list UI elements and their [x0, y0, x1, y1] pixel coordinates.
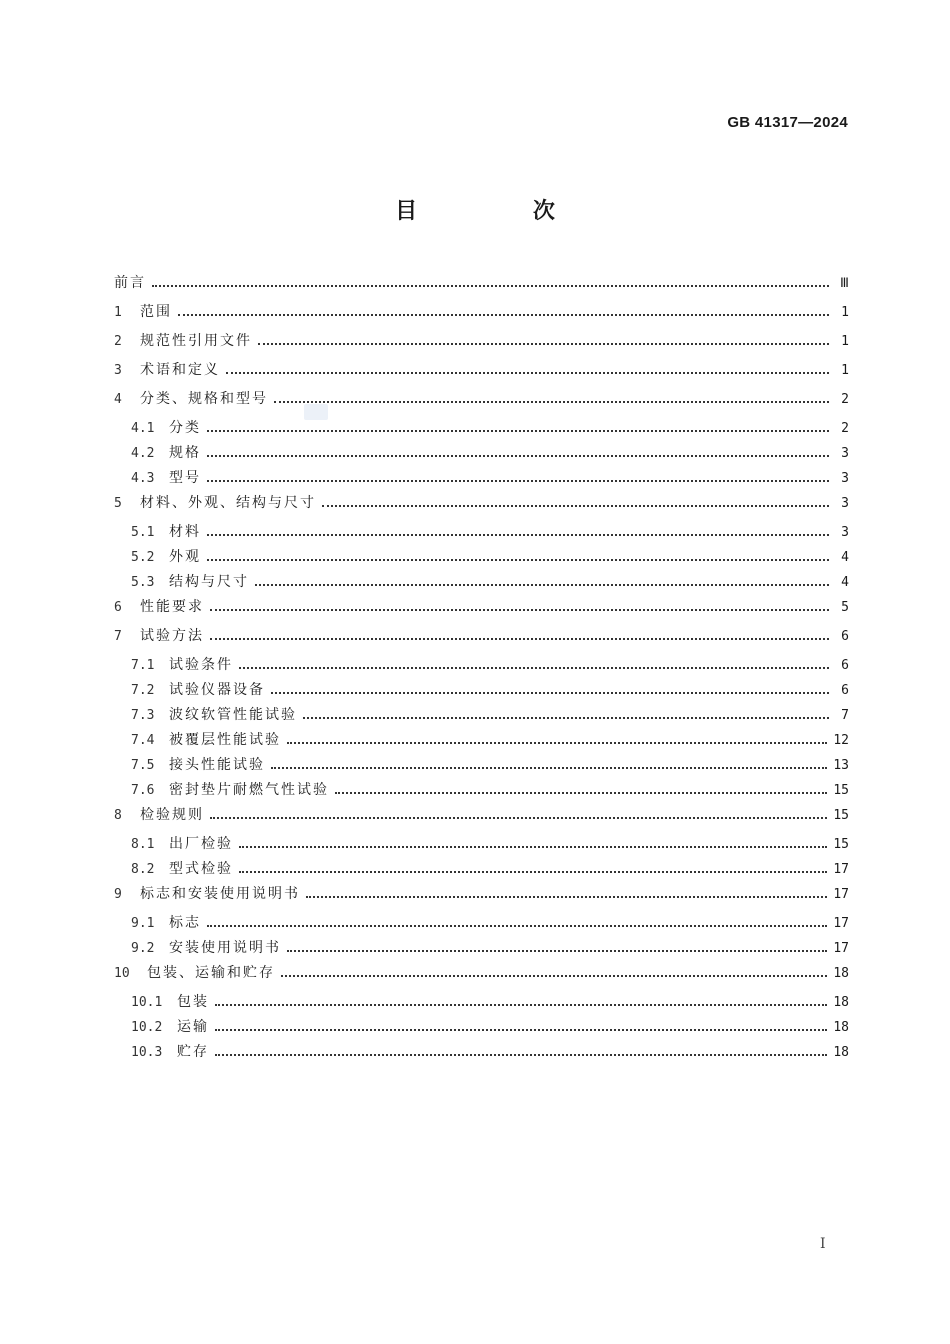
toc-entry-number: 1 [114, 305, 122, 320]
page-number: I [820, 1236, 826, 1252]
toc-entry-title: 规格 [169, 445, 201, 461]
toc-entry-number: 8.2 [131, 862, 155, 877]
toc-entry-page: 6 [841, 658, 849, 673]
toc-entry[interactable] [114, 963, 849, 992]
toc-entry[interactable] [114, 493, 849, 522]
dot-leader [215, 1054, 827, 1056]
toc-entry[interactable] [114, 468, 849, 493]
toc-entry-title: 包装 [177, 994, 209, 1010]
toc-entry-number: 7.1 [131, 658, 155, 673]
toc-entry-page: 17 [833, 887, 849, 902]
toc-entry-title: 运输 [177, 1019, 209, 1035]
toc-entry-number: 8 [114, 808, 122, 823]
toc-entry[interactable] [114, 992, 849, 1017]
toc-entry-number: 4 [114, 392, 122, 407]
toc-entry-number: 3 [114, 363, 122, 378]
toc-entry-page: 18 [833, 1020, 849, 1035]
toc-entry-page: 6 [841, 683, 849, 698]
dot-leader [207, 430, 829, 432]
toc-entry-title: 标志 [169, 915, 201, 931]
toc-entry-number: 10.2 [131, 1020, 163, 1035]
dot-leader [271, 692, 829, 694]
toc-entry-page: 17 [833, 916, 849, 931]
toc-entry-page: 18 [833, 995, 849, 1010]
toc-entry-page: 15 [833, 808, 849, 823]
dot-leader [239, 667, 829, 669]
toc-entry-number: 7.6 [131, 783, 155, 798]
toc-entry-title: 材料 [169, 524, 201, 540]
dot-leader [207, 534, 829, 536]
toc-entry-number: 5 [114, 496, 122, 511]
toc-entry-title: 出厂检验 [169, 836, 233, 852]
toc-entry[interactable] [114, 680, 849, 705]
toc-entry-title: 材料、外观、结构与尺寸 [140, 495, 316, 511]
toc-entry[interactable] [114, 730, 849, 755]
toc-entry-title: 试验条件 [169, 657, 233, 673]
toc-entry[interactable] [114, 418, 849, 443]
dot-leader [281, 975, 827, 977]
toc-entry-title: 被覆层性能试验 [169, 732, 281, 748]
dot-leader [207, 559, 829, 561]
toc-entry-title: 波纹软管性能试验 [169, 707, 297, 723]
dot-leader [255, 584, 829, 586]
toc-entry-title: 结构与尺寸 [169, 574, 249, 590]
toc-entry-number: 7.4 [131, 733, 155, 748]
toc-entry-page: 17 [833, 862, 849, 877]
toc-entry-title: 型号 [169, 470, 201, 486]
dot-leader [226, 372, 829, 374]
toc-entry-number: 7.5 [131, 758, 155, 773]
toc-entry-title: 试验仪器设备 [169, 682, 265, 698]
toc-entry-title: 规范性引用文件 [140, 333, 252, 349]
toc-entry[interactable] [114, 780, 849, 805]
toc-entry-title: 试验方法 [140, 628, 204, 644]
toc-entry-page: 6 [841, 629, 849, 644]
table-of-contents [114, 273, 849, 1067]
toc-entry-number: 5.3 [131, 575, 155, 590]
toc-entry-number: 4.2 [131, 446, 155, 461]
toc-entry-number: 7 [114, 629, 122, 644]
dot-leader [322, 505, 829, 507]
toc-entry[interactable] [114, 805, 849, 834]
toc-entry-title: 安装使用说明书 [169, 940, 281, 956]
toc-entry[interactable] [114, 331, 849, 360]
toc-entry-number: 9 [114, 887, 122, 902]
toc-entry[interactable] [114, 705, 849, 730]
toc-entry-page: 18 [833, 966, 849, 981]
toc-entry[interactable] [114, 389, 849, 418]
dot-leader [210, 638, 829, 640]
toc-entry[interactable] [114, 834, 849, 859]
dot-leader [210, 817, 827, 819]
toc-entry[interactable] [114, 755, 849, 780]
toc-entry-title: 密封垫片耐燃气性试验 [169, 782, 329, 798]
toc-entry-page: 2 [841, 421, 849, 436]
toc-entry-title: 前言 [114, 275, 146, 291]
toc-entry-title: 范围 [140, 304, 172, 320]
toc-entry-number: 2 [114, 334, 122, 349]
toc-entry-page: 17 [833, 941, 849, 956]
toc-entry[interactable] [114, 302, 849, 331]
toc-entry-number: 6 [114, 600, 122, 615]
dot-leader [207, 480, 829, 482]
toc-entry-page: 3 [841, 471, 849, 486]
dot-leader [152, 285, 829, 287]
standard-number: GB 41317—2024 [727, 114, 848, 131]
toc-entry-number: 10.1 [131, 995, 163, 1010]
toc-entry[interactable] [114, 655, 849, 680]
dot-leader [207, 925, 827, 927]
dot-leader [239, 846, 827, 848]
toc-entry-title: 分类 [169, 420, 201, 436]
toc-entry-page: 1 [841, 305, 849, 320]
dot-leader [271, 767, 827, 769]
toc-entry-page: 1 [841, 363, 849, 378]
toc-entry-page: 12 [833, 733, 849, 748]
toc-entry-title: 外观 [169, 549, 201, 565]
toc-entry-title: 标志和安装使用说明书 [140, 886, 300, 902]
dot-leader [258, 343, 829, 345]
toc-entry-page: 3 [841, 525, 849, 540]
toc-entry[interactable] [114, 1017, 849, 1042]
toc-entry[interactable] [114, 884, 849, 913]
toc-entry[interactable] [114, 443, 849, 468]
toc-entry-title: 型式检验 [169, 861, 233, 877]
toc-entry-page: 3 [841, 446, 849, 461]
dot-leader [303, 717, 829, 719]
toc-entry[interactable] [114, 273, 849, 302]
toc-entry[interactable] [114, 522, 849, 547]
toc-entry[interactable] [114, 1042, 849, 1067]
toc-entry-number: 9.1 [131, 916, 155, 931]
toc-entry-title: 性能要求 [140, 599, 204, 615]
toc-entry-page: 4 [841, 575, 849, 590]
dot-leader [287, 742, 827, 744]
toc-entry-page: 5 [841, 600, 849, 615]
toc-entry-title: 检验规则 [140, 807, 204, 823]
toc-entry-page: 18 [833, 1045, 849, 1060]
toc-entry-page: 1 [841, 334, 849, 349]
toc-entry[interactable] [114, 572, 849, 597]
toc-entry-title: 分类、规格和型号 [140, 391, 268, 407]
toc-entry[interactable] [114, 859, 849, 884]
toc-entry-number: 4.3 [131, 471, 155, 486]
toc-entry-number: 7.3 [131, 708, 155, 723]
toc-entry-number: 10.3 [131, 1045, 163, 1060]
dot-leader [306, 896, 827, 898]
toc-entry-title: 术语和定义 [140, 362, 220, 378]
toc-entry-page: 2 [841, 392, 849, 407]
toc-entry-page: Ⅲ [840, 276, 849, 291]
toc-entry[interactable] [114, 360, 849, 389]
toc-entry[interactable] [114, 626, 849, 655]
toc-entry[interactable] [114, 597, 849, 626]
toc-entry-number: 4.1 [131, 421, 155, 436]
dot-leader [207, 455, 829, 457]
toc-entry-number: 9.2 [131, 941, 155, 956]
toc-entry-page: 7 [841, 708, 849, 723]
dot-leader [215, 1029, 827, 1031]
dot-leader [335, 792, 827, 794]
toc-entry-page: 15 [833, 783, 849, 798]
toc-entry[interactable] [114, 938, 849, 963]
toc-entry-number: 5.1 [131, 525, 155, 540]
toc-entry-page: 3 [841, 496, 849, 511]
toc-entry[interactable] [114, 913, 849, 938]
toc-entry-number: 10 [114, 966, 130, 981]
dot-leader [274, 401, 829, 403]
toc-entry-page: 4 [841, 550, 849, 565]
toc-entry-page: 13 [833, 758, 849, 773]
toc-entry-page: 15 [833, 837, 849, 852]
toc-entry-number: 7.2 [131, 683, 155, 698]
toc-entry[interactable] [114, 547, 849, 572]
dot-leader [287, 950, 827, 952]
page-title: 目 次 [395, 199, 609, 224]
toc-entry-title: 包装、运输和贮存 [147, 965, 275, 981]
toc-entry-number: 5.2 [131, 550, 155, 565]
dot-leader [239, 871, 827, 873]
dot-leader [210, 609, 829, 611]
toc-entry-title: 贮存 [177, 1044, 209, 1060]
dot-leader [215, 1004, 827, 1006]
dot-leader [178, 314, 829, 316]
toc-entry-number: 8.1 [131, 837, 155, 852]
toc-entry-title: 接头性能试验 [169, 757, 265, 773]
